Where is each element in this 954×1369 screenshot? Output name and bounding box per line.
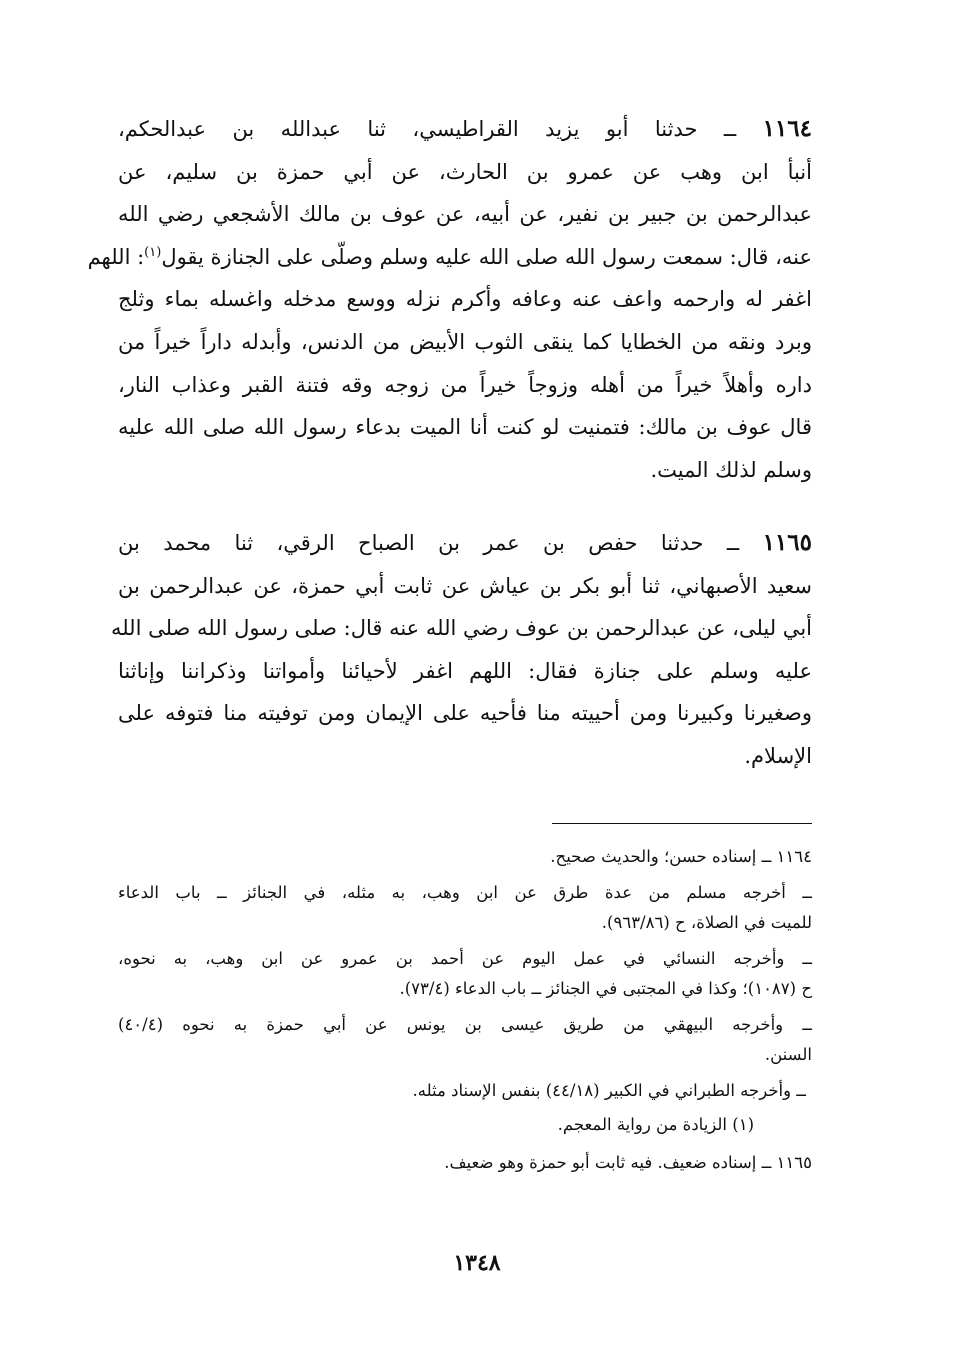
footnote-line: للميت في الصلاة، ح (٩٦٣/٨٦). — [601, 913, 812, 932]
hadith-line: الإسلام. — [744, 743, 812, 768]
footnote-marker: (١) — [144, 244, 162, 260]
footnote-line: السنن. — [764, 1045, 812, 1064]
hadith-line: أنبأ ابن وهب عن عمرو بن الحارث، عن أبي حمزة بن سليم، عن — [118, 159, 812, 184]
footnote-line: ــ وأخرجه الطبراني في الكبير (٤٤/١٨) بنفس الإسناد مثله. — [412, 1081, 806, 1100]
footnote-line: ١١٦٥ ــ إسناده ضعيف. فيه ثابت أبو حمزة وهو ضعيف. — [444, 1153, 812, 1172]
hadith-1164 — [87, 108, 812, 491]
hadith-line: عليه وسلم على جنازة فقال: اللهم اغفر لأحيائنا وأمواتنا وذكراننا وإناثنا — [118, 658, 812, 683]
footnote-line: ــ أخرجه مسلم من عدة طرق عن ابن وهب، به مثله، في الجنائز ــ باب الدعاء — [118, 883, 812, 902]
footnote-separator — [552, 823, 812, 824]
hadith-line: عنه، قال: سمعت رسول الله صلى الله عليه وسلم وصلّى على الجنازة يقول$^{(١)}$: اللهم — [87, 244, 812, 269]
hadith-line: وبرد ونقه من الخطايا كما ينقى الثوب الأبيض من الدنس، وأبدله داراً خيراً من — [118, 329, 812, 354]
footnote-line: ــ وأخرجه البيهقي من طريق عيسى بن يونس عن أبي حمزة به نحوه (٤٠/٤) — [118, 1015, 812, 1034]
footnote-line: ــ وأخرجه النسائي في عمل اليوم عن أحمد بن عمرو عن ابن وهب، به نحوه، — [118, 949, 812, 968]
hadith-number: ١١٦٥ — [762, 529, 812, 556]
hadith-line: ١١٦٥ ــ حدثنا حفص بن عمر بن الصباح الرقي، ثنا محمد بن — [118, 529, 812, 556]
footnote-line: ح (١٠٨٧)؛ وكذا في المجتبى في الجنائز ــ باب الدعاء (٧٣/٤). — [399, 979, 812, 998]
footnotes — [118, 842, 812, 1178]
hadith-line: وصغيرنا وكبيرنا ومن أحييته منا فأحيه على الإيمان ومن توفيته منا فتوفه على — [118, 701, 812, 726]
hadith-1165 — [110, 522, 812, 778]
page-number: ١٣٤٨ — [453, 1250, 501, 1276]
hadith-line: أبي ليلى، عن عبدالرحمن بن عوف رضي الله عنه قال: صلى رسول الله صلى الله — [110, 616, 812, 641]
hadith-line: سعيد الأصبهاني، ثنا أبو بكر بن عياش عن ثابت أبي حمزة، عن عبدالرحمن بن — [118, 573, 812, 598]
hadith-number: ١١٦٤ — [762, 115, 812, 142]
hadith-line: عبدالرحمن بن جبير بن نفير، عن أبيه، عن عوف بن مالك الأشجعي رضي الله — [118, 202, 812, 227]
hadith-line: ١١٦٤ ــ حدثنا أبو يزيد القراطيسي، ثنا عبدالله بن عبدالحكم، — [118, 115, 812, 142]
hadith-line: اغفر له وارحمه واعف عنه وعافه وأكرم نزله ووسع مدخله واغسله بماء وثلج — [118, 287, 812, 312]
footnote-line: (١) الزيادة من رواية المعجم. — [557, 1115, 754, 1134]
hadith-line: قال عوف بن مالك: فتمنيت لو كنت أنا الميت بدعاء رسول الله صلى الله عليه — [118, 415, 812, 440]
footnote-line: ١١٦٤ ــ إسناده حسن؛ والحديث صحيح. — [550, 847, 812, 866]
hadith-line: داره وأهلاً خيراً من أهله وزوجاً خيراً من زوجه وقه فتنة القبر وعذاب النار، — [118, 372, 812, 397]
hadith-line: وسلم لذلك الميت. — [650, 457, 812, 482]
